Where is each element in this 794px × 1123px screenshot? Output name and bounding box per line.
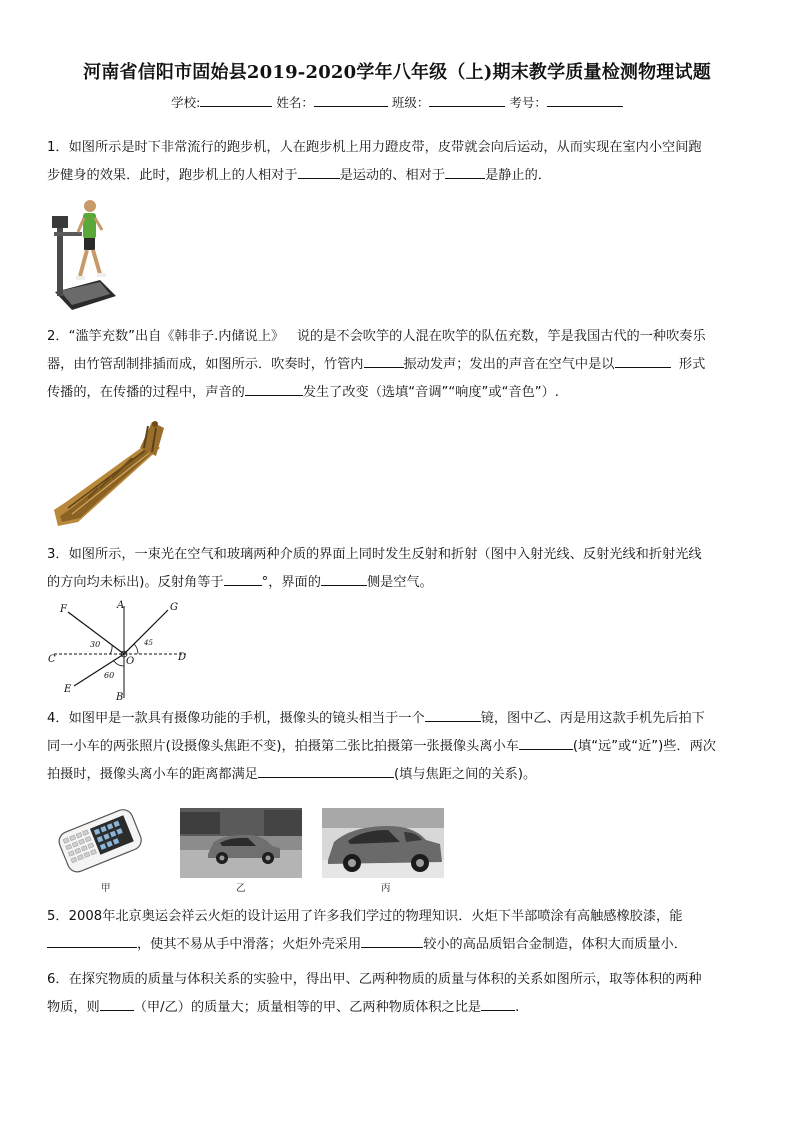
q2-text-g: 发生了改变（选填“音调”“响度”或“音色”）.: [302, 385, 559, 400]
number-blank[interactable]: [547, 94, 623, 107]
q2-text-e: 形式: [678, 357, 706, 372]
q1-blank-1[interactable]: [298, 164, 340, 179]
q2-line2: [47, 351, 747, 379]
school-label: 学校:: [171, 95, 201, 110]
q3-text-c: 侧是空气。: [366, 575, 433, 590]
q1-text-a: 步健身的效果．此时，跑步机上的人相对于: [47, 168, 298, 183]
ray-OE: [74, 654, 124, 686]
car-photo-yi: [180, 808, 302, 878]
name-label: 姓名：: [276, 95, 314, 110]
number-label: 考号：: [509, 95, 547, 110]
q3-blank-1[interactable]: [224, 571, 262, 586]
ray-OG: [124, 610, 168, 654]
q2-blank-1[interactable]: [364, 353, 404, 368]
q6-blank-1[interactable]: [100, 996, 134, 1011]
caption-jia: 甲: [101, 883, 111, 894]
q6-blank-2[interactable]: [481, 996, 515, 1011]
label-D: D: [178, 652, 187, 663]
q2-text-d: 振动发声；发出的声音在空气中是以: [403, 357, 615, 372]
q2-blank-2[interactable]: [615, 353, 671, 368]
q3-text-a: 的方向均未标出)。反射角等于: [47, 575, 224, 590]
treadmill-image: [50, 196, 120, 314]
q5-text-a: ，使其不易从手中滑落；火炬外壳采用: [137, 937, 362, 952]
q6-text-c: .: [515, 1000, 520, 1015]
q3-line1: 3．如图所示，一束光在空气和玻璃两种介质的界面上同时发生反射和折射（图中入射光线、反射光线和折射光线: [47, 547, 702, 562]
q2-line3: [47, 379, 747, 407]
angle-30-label: 30: [90, 640, 101, 649]
q2-blank-3[interactable]: [245, 381, 303, 396]
caption-yi: 乙: [236, 883, 246, 894]
question-6: [47, 966, 747, 1022]
label-E: E: [64, 684, 72, 695]
question-5: [47, 903, 747, 959]
q4-line3: [47, 761, 747, 789]
school-blank[interactable]: [200, 94, 272, 107]
q6-line2: [47, 994, 747, 1022]
q4-text-f: (填与焦距之间的关系)。: [394, 767, 537, 782]
class-label: 班级：: [391, 95, 430, 110]
q3-text-b: °，界面的: [261, 575, 321, 590]
question-3: [47, 541, 747, 597]
q1-text-b: 是运动的、相对于: [339, 168, 446, 183]
q2-text-a: 2．“滥竽充数”出自《韩非子.内储说上》: [47, 329, 285, 344]
angle-60-label: 60: [104, 671, 115, 680]
label-F: F: [60, 604, 67, 615]
question-2: [47, 323, 747, 407]
q1-line2: [47, 162, 747, 190]
class-blank[interactable]: [429, 94, 505, 107]
q4-blank-3[interactable]: [258, 763, 394, 778]
question-1: [47, 134, 747, 190]
q4-text-a: 4．如图甲是一款具有摄像功能的手机，摄像头的镜头相当于一个: [47, 711, 425, 726]
q4-line1: [47, 705, 747, 733]
q5-line1: 5．2008年北京奥运会祥云火炬的设计运用了许多我们学过的物理知识．火炬下半部喷涂有高触感橡胶漆，能: [47, 909, 683, 924]
q6-line1: 6．在探究物质的质量与体积关系的实验中，得出甲、乙两种物质的质量与体积的关系如图所示，取等体积的两种: [47, 972, 702, 987]
q2-line1: [47, 323, 747, 351]
car-photo-bing: [322, 808, 444, 878]
q4-line2: [47, 733, 747, 761]
q6-text-a: 物质，则: [47, 1000, 100, 1015]
page-title: 河南省信阳市固始县2019-2020学年八年级（上)期末教学质量检测物理试题: [83, 62, 711, 83]
q5-line2: [47, 931, 747, 959]
label-G: G: [170, 602, 178, 613]
q1-blank-2[interactable]: [445, 164, 485, 179]
q4-text-b: 镜，图中乙、丙是用这款手机先后拍下: [480, 711, 705, 726]
phone-image: [52, 808, 148, 878]
q2-text-f: 传播的，在传播的过程中，声音的: [47, 385, 245, 400]
yu-instrument-image: [52, 418, 167, 528]
q4-text-d: (填“远”或“近”)些．两次: [572, 739, 716, 754]
q4-text-e: 拍摄时，摄像头离小车的距离都满足: [47, 767, 258, 782]
q5-blank-2[interactable]: [361, 933, 423, 948]
q2-text-c: 器，由竹管刮制排插而成，如图所示．吹奏时，竹管内: [47, 357, 364, 372]
label-C: C: [48, 654, 56, 665]
label-A: A: [117, 600, 125, 611]
q1-line1: 1．如图所示是时下非常流行的跑步机，人在跑步机上用力蹬皮带，皮带就会向后运动，从而实现在室内小空间跑: [47, 140, 702, 155]
question-4: [47, 705, 747, 789]
q4-blank-2[interactable]: [519, 735, 573, 750]
name-blank[interactable]: [314, 94, 388, 107]
q4-blank-1[interactable]: [425, 707, 481, 722]
student-info-line: [0, 93, 794, 111]
q6-text-b: （甲/乙）的质量大；质量相等的甲、乙两种物质体积之比是: [133, 1000, 482, 1015]
q4-text-c: 同一小车的两张照片(设摄像头焦距不变)，拍摄第二张比拍摄第一张摄像头离小车: [47, 739, 519, 754]
caption-bing: 丙: [381, 883, 391, 894]
q2-text-b: 说的是不会吹竽的人混在吹竽的队伍充数，竽是我国古代的一种吹奏乐: [296, 329, 706, 344]
q5-text-b: 较小的高品质铝合金制造，体积大而质量小．: [423, 937, 687, 952]
q1-text-c: 是静止的．: [485, 168, 551, 183]
light-ray-diagram: [46, 598, 196, 702]
q3-blank-2[interactable]: [321, 571, 367, 586]
label-B: B: [116, 692, 124, 702]
q3-line2: [47, 569, 747, 597]
angle-45-label: 45: [144, 639, 153, 647]
label-O: O: [126, 656, 135, 667]
q5-blank-1[interactable]: [47, 933, 137, 948]
